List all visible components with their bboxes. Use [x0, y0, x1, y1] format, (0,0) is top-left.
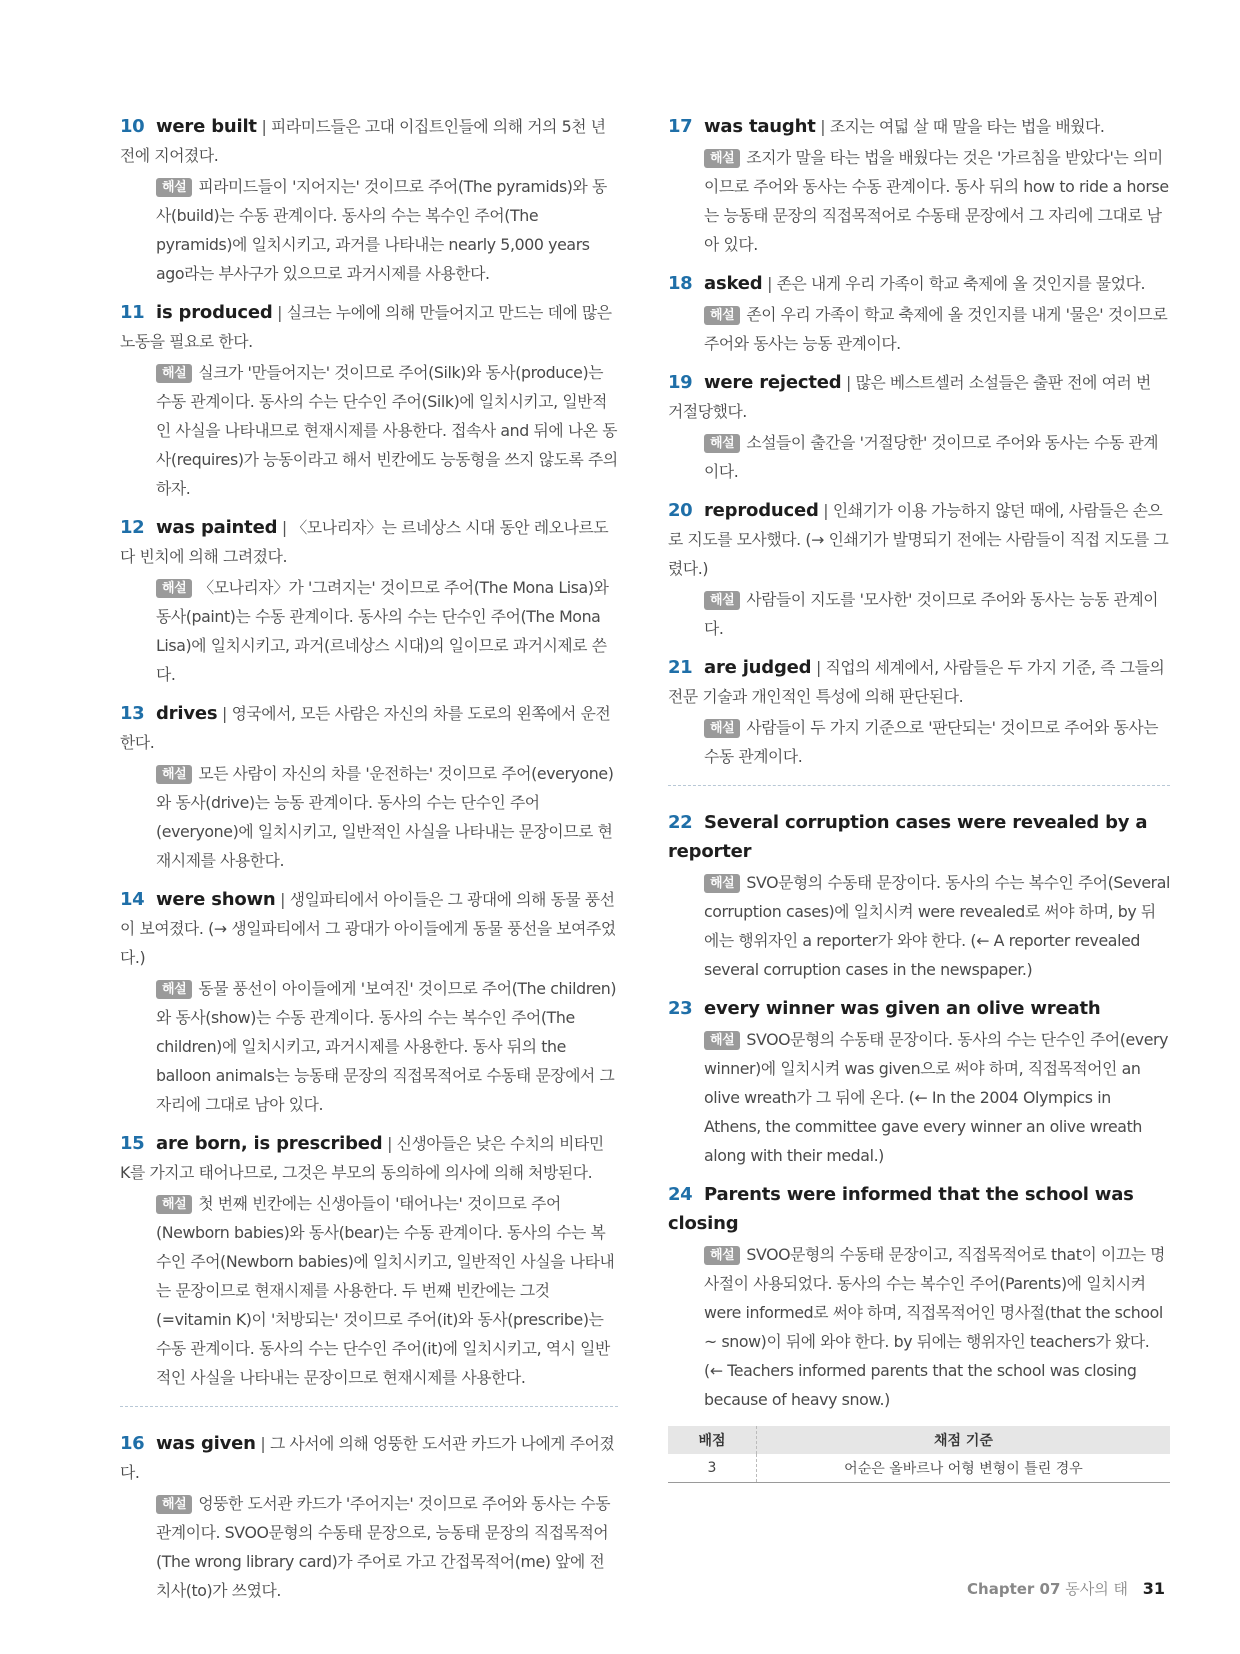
score-header: 배점	[668, 1426, 757, 1454]
list-item: 20 reproduced | 인쇄기가 이용 가능하지 않던 때에, 사람들은 손으로 지도를 모사했다. (→ 인쇄기가 발명되기 전에는 사람들이 직접 지도를 그렸다.) 해설 사람들이 지도를 '모사한' 것이므로 주어와 동사는 능동 관계이다.	[668, 496, 1170, 643]
explanation-badge: 해설	[704, 719, 740, 738]
question-number: 13	[120, 703, 145, 724]
explanation-text: 실크가 '만들어지는' 것이므로 주어(Silk)와 동사(produce)는 수동 관계이다. 동사의 수는 단수인 주어(Silk)에 일치시키고, 일반적인 사실을 나타내므로 현재시제를 사용한다. 접속사 and 뒤에 나온 동사(requires)가 능동이라고 해서 빈칸에도 능동형을 쓰지 않도록 주의하자.	[156, 363, 618, 498]
explanation-text: 모든 사람이 자신의 차를 '운전하는' 것이므로 주어(everyone)와 동사(drive)는 능동 관계이다. 동사의 수는 단수인 주어(everyone)에 일치시키고, 일반적인 사실을 나타내는 문장이므로 현재시제를 사용한다.	[156, 764, 614, 870]
criteria-header: 채점 기준	[757, 1426, 1171, 1454]
question-number: 15	[120, 1133, 145, 1154]
list-item: 14 were shown | 생일파티에서 아이들은 그 광대에 의해 동물 풍선이 보여졌다. (→ 생일파티에서 그 광대가 아이들에게 동물 풍선을 보여주었다.) 해설 동물 풍선이 아이들에게 '보여진' 것이므로 주어(The children)와 동사(show)는 수동 관계이다. 동사의 수는 복수인 주어(The children)에 일치시키고, 과거시제를 사용한다. 동사 뒤의 the balloon animals는 능동태 문장의 직접목적어로 수동태 문장에서 그 자리에 그대로 남아 있다.	[120, 885, 618, 1119]
answer: were built	[156, 116, 257, 137]
explanation-badge: 해설	[156, 765, 192, 784]
chapter-label: Chapter 07	[967, 1580, 1061, 1598]
answer: was given	[156, 1433, 256, 1454]
list-item: 10 were built | 피라미드들은 고대 이집트인들에 의해 거의 5천 년 전에 지어졌다. 해설 피라미드들이 '지어지는' 것이므로 주어(The pyramids)와 동사(build)는 수동 관계이다. 동사의 수는 복수인 주어(The pyramids)에 일치시키고, 과거를 나타내는 nearly 5,000 years ago라는 부사구가 있으므로 과거시제를 사용한다.	[120, 112, 618, 288]
list-item: 13 drives | 영국에서, 모든 사람은 자신의 차를 도로의 왼쪽에서 운전한다. 해설 모든 사람이 자신의 차를 '운전하는' 것이므로 주어(everyone)와 동사(drive)는 능동 관계이다. 동사의 수는 단수인 주어(everyone)에 일치시키고, 일반적인 사실을 나타내는 문장이므로 현재시제를 사용한다.	[120, 699, 618, 875]
list-item: 18 asked | 존은 내게 우리 가족이 학교 축제에 올 것인지를 물었다. 해설 존이 우리 가족이 학교 축제에 올 것인지를 내게 '물은' 것이므로 주어와 동사는 능동 관계이다.	[668, 269, 1170, 358]
left-column	[120, 112, 618, 1615]
answer: Parents were informed that the school was closing	[668, 1184, 1134, 1234]
explanation-badge: 해설	[704, 1246, 740, 1265]
question-number: 17	[668, 116, 693, 137]
page-footer	[967, 1578, 1165, 1599]
translation: 생일파티에서 아이들은 그 광대에 의해 동물 풍선이 보여졌다. (→ 생일파티에서 그 광대가 아이들에게 동물 풍선을 보여주었다.)	[120, 890, 616, 967]
explanation-badge: 해설	[156, 1495, 192, 1514]
question-number: 10	[120, 116, 145, 137]
list-item: 15 are born, is prescribed | 신생아들은 낮은 수치의 비타민 K를 가지고 태어나므로, 그것은 부모의 동의하에 의사에 의해 처방된다. 해설 첫 번째 빈칸에는 신생아들이 '태어나는' 것이므로 주어(Newborn babies)와 동사(bear)는 수동 관계이다. 동사의 수는 복수인 주어(Newborn babies)에 일치시키고, 일반적인 사실을 나타내는 문장이므로 현재시제를 사용한다. 두 번째 빈칸에는 그것(=vitamin K)이 '처방되는' 것이므로 주어(it)와 동사(prescribe)는 수동 관계이다. 동사의 수는 단수인 주어(it)에 일치시키고, 역시 일반적인 사실을 나타내는 문장이므로 현재시제를 사용한다.	[120, 1129, 618, 1392]
translation: 영국에서, 모든 사람은 자신의 차를 도로의 왼쪽에서 운전한다.	[120, 704, 611, 752]
explanation-text: 사람들이 지도를 '모사한' 것이므로 주어와 동사는 능동 관계이다.	[704, 590, 1159, 638]
explanation-text: 첫 번째 빈칸에는 신생아들이 '태어나는' 것이므로 주어(Newborn babies)와 동사(bear)는 수동 관계이다. 동사의 수는 복수인 주어(Newborn babies)에 일치시키고, 일반적인 사실을 나타내는 문장이므로 현재시제를 사용한다. 두 번째 빈칸에는 그것(=vitamin K)이 '처방되는' 것이므로 주어(it)와 동사(prescribe)는 수동 관계이다. 동사의 수는 단수인 주어(it)에 일치시키고, 역시 일반적인 사실을 나타내는 문장이므로 현재시제를 사용한다.	[156, 1194, 615, 1387]
explanation-badge: 해설	[704, 874, 740, 893]
explanation-badge: 해설	[156, 364, 192, 383]
answer: are judged	[704, 657, 812, 678]
answer: reproduced	[704, 500, 819, 521]
explanation-text: 사람들이 두 가지 기준으로 '판단되는' 것이므로 주어와 동사는 수동 관계이다.	[704, 718, 1159, 766]
explanation-badge: 해설	[156, 980, 192, 999]
scoring-table	[668, 1426, 1170, 1483]
question-number: 14	[120, 889, 145, 910]
answer: was taught	[704, 116, 816, 137]
list-item: 19 were rejected | 많은 베스트셀러 소설들은 출판 전에 여러 번 거절당했다. 해설 소설들이 출간을 '거절당한' 것이므로 주어와 동사는 수동 관계이다.	[668, 368, 1170, 486]
explanation-text: 소설들이 출간을 '거절당한' 것이므로 주어와 동사는 수동 관계이다.	[704, 433, 1159, 481]
list-item: 17 was taught | 조지는 여덟 살 때 말을 타는 법을 배웠다. 해설 조지가 말을 타는 법을 배웠다는 것은 '가르침을 받았다'는 의미이므로 주어와 동사는 수동 관계이다. 동사 뒤의 how to ride a horse는 능동태 문장의 직접목적어로 수동태 문장에서 그 자리에 그대로 남아 있다.	[668, 112, 1170, 259]
translation: 신생아들은 낮은 수치의 비타민 K를 가지고 태어나므로, 그것은 부모의 동의하에 의사에 의해 처방된다.	[120, 1134, 604, 1182]
question-number: 23	[668, 998, 693, 1019]
explanation-text: SVO문형의 수동태 문장이다. 동사의 수는 복수인 주어(Several corruption cases)에 일치시켜 were revealed로 써야 하며, by 뒤에는 행위자인 a reporter가 와야 한다. (← A reporter revealed several corruption cases in the newspaper.)	[704, 873, 1171, 979]
question-number: 16	[120, 1433, 145, 1454]
explanation-text: 엉뚱한 도서관 카드가 '주어지는' 것이므로 주어와 동사는 수동 관계이다. SVOO문형의 수동태 문장으로, 능동태 문장의 직접목적어(The wrong library card)가 주어로 가고 간접목적어(me) 앞에 전치사(to)가 쓰였다.	[156, 1494, 611, 1600]
list-item: 12 was painted | 〈모나리자〉는 르네상스 시대 동안 레오나르도 다 빈치에 의해 그려졌다. 해설 〈모나리자〉가 '그려지는' 것이므로 주어(The Mona Lisa)와 동사(paint)는 수동 관계이다. 동사의 수는 단수인 주어(The Mona Lisa)에 일치시키고, 과거(르네상스 시대)의 일이므로 과거시제로 쓴다.	[120, 513, 618, 689]
question-number: 12	[120, 517, 145, 538]
chapter-title: 동사의 태	[1065, 1580, 1128, 1598]
list-item	[668, 808, 1170, 984]
answer: drives	[156, 703, 218, 724]
question-number: 22	[668, 812, 693, 833]
section-divider	[668, 785, 1170, 786]
explanation-text: 동물 풍선이 아이들에게 '보여진' 것이므로 주어(The children)와 동사(show)는 수동 관계이다. 동사의 수는 복수인 주어(The children)에 일치시키고, 과거시제를 사용한다. 동사 뒤의 the balloon animals는 능동태 문장의 직접목적어로 수동태 문장에서 그 자리에 그대로 남아 있다.	[156, 979, 617, 1114]
explanation-badge: 해설	[704, 306, 740, 325]
answer: every winner was given an olive wreath	[704, 998, 1101, 1019]
criteria-value: 어순은 올바르나 어형 변형이 틀린 경우	[757, 1454, 1171, 1483]
translation: 그 사서에 의해 엉뚱한 도서관 카드가 나에게 주어졌다.	[120, 1434, 615, 1482]
explanation-text: 조지가 말을 타는 법을 배웠다는 것은 '가르침을 받았다'는 의미이므로 주어와 동사는 수동 관계이다. 동사 뒤의 how to ride a horse는 능동태 문장의 직접목적어로 수동태 문장에서 그 자리에 그대로 남아 있다.	[704, 148, 1169, 254]
explanation-text: SVOO문형의 수동태 문장이고, 직접목적어로 that이 이끄는 명사절이 사용되었다. 동사의 수는 복수인 주어(Parents)에 일치시켜 were informed로 써야 하며, 직접목적어인 명사절(that the school ~ snow)이 뒤에 와야 한다. by 뒤에는 행위자인 teachers가 왔다. (← Teachers informed parents that the school was closing because of heavy snow.)	[704, 1245, 1166, 1409]
translation: 피라미드들은 고대 이집트인들에 의해 거의 5천 년 전에 지어졌다.	[120, 117, 606, 165]
explanation-text: SVOO문형의 수동태 문장이다. 동사의 수는 단수인 주어(every winner)에 일치시켜 was given으로 써야 하며, 직접목적어인 an olive wreath가 그 뒤에 온다. (← In the 2004 Olympics in Athens, the committee gave every winner an olive wreath along with their medal.)	[704, 1030, 1169, 1165]
list-item	[668, 1180, 1170, 1414]
answer: were shown	[156, 889, 276, 910]
translation: 〈모나리자〉는 르네상스 시대 동안 레오나르도 다 빈치에 의해 그려졌다.	[120, 518, 609, 566]
translation: 직업의 세계에서, 사람들은 두 가지 기준, 즉 그들의 전문 기술과 개인적인 특성에 의해 판단된다.	[668, 658, 1165, 706]
translation: 조지는 여덟 살 때 말을 타는 법을 배웠다.	[829, 117, 1105, 136]
translation: 실크는 누에에 의해 만들어지고 만드는 데에 많은 노동을 필요로 한다.	[120, 303, 612, 351]
question-number: 11	[120, 302, 145, 323]
explanation-badge: 해설	[704, 591, 740, 610]
translation: 인쇄기가 이용 가능하지 않던 때에, 사람들은 손으로 지도를 모사했다. (→ 인쇄기가 발명되기 전에는 사람들이 직접 지도를 그렸다.)	[668, 501, 1169, 578]
list-item	[668, 994, 1170, 1170]
list-item: 16 was given | 그 사서에 의해 엉뚱한 도서관 카드가 나에게 주어졌다. 해설 엉뚱한 도서관 카드가 '주어지는' 것이므로 주어와 동사는 수동 관계이다. SVOO문형의 수동태 문장으로, 능동태 문장의 직접목적어(The wrong library card)가 주어로 가고 간접목적어(me) 앞에 전치사(to)가 쓰였다.	[120, 1429, 618, 1605]
explanation-text: 존이 우리 가족이 학교 축제에 올 것인지를 내게 '물은' 것이므로 주어와 동사는 능동 관계이다.	[704, 305, 1168, 353]
translation: 많은 베스트셀러 소설들은 출판 전에 여러 번 거절당했다.	[668, 373, 1151, 421]
score-value: 3	[668, 1454, 757, 1483]
answer: are born, is prescribed	[156, 1133, 383, 1154]
page-number: 31	[1142, 1579, 1165, 1598]
answer: asked	[704, 273, 763, 294]
explanation-badge: 해설	[704, 1031, 740, 1050]
question-number: 24	[668, 1184, 693, 1205]
answer: is produced	[156, 302, 273, 323]
explanation-text: 피라미드들이 '지어지는' 것이므로 주어(The pyramids)와 동사(build)는 수동 관계이다. 동사의 수는 복수인 주어(The pyramids)에 일치시키고, 과거를 나타내는 nearly 5,000 years ago라는 부사구가 있으므로 과거시제를 사용한다.	[156, 177, 607, 283]
translation: 존은 내게 우리 가족이 학교 축제에 올 것인지를 물었다.	[776, 274, 1146, 293]
list-item: 11 is produced | 실크는 누에에 의해 만들어지고 만드는 데에 많은 노동을 필요로 한다. 해설 실크가 '만들어지는' 것이므로 주어(Silk)와 동사(produce)는 수동 관계이다. 동사의 수는 단수인 주어(Silk)에 일치시키고, 일반적인 사실을 나타내므로 현재시제를 사용한다. 접속사 and 뒤에 나온 동사(requires)가 능동이라고 해서 빈칸에도 능동형을 쓰지 않도록 주의하자.	[120, 298, 618, 503]
section-divider	[120, 1406, 618, 1407]
explanation-badge: 해설	[156, 1195, 192, 1214]
explanation-text: 〈모나리자〉가 '그려지는' 것이므로 주어(The Mona Lisa)와 동사(paint)는 수동 관계이다. 동사의 수는 단수인 주어(The Mona Lisa)에 일치시키고, 과거(르네상스 시대)의 일이므로 과거시제로 쓴다.	[156, 578, 609, 684]
question-number: 19	[668, 372, 693, 393]
question-number: 21	[668, 657, 693, 678]
question-number: 18	[668, 273, 693, 294]
explanation-badge: 해설	[704, 434, 740, 453]
answer: was painted	[156, 517, 278, 538]
answer: Several corruption cases were revealed by a reporter	[668, 812, 1148, 862]
explanation-badge: 해설	[704, 149, 740, 168]
right-column	[668, 112, 1170, 1483]
list-item: 21 are judged | 직업의 세계에서, 사람들은 두 가지 기준, 즉 그들의 전문 기술과 개인적인 특성에 의해 판단된다. 해설 사람들이 두 가지 기준으로 '판단되는' 것이므로 주어와 동사는 수동 관계이다.	[668, 653, 1170, 771]
explanation-badge: 해설	[156, 579, 192, 598]
answer: were rejected	[704, 372, 842, 393]
question-number: 20	[668, 500, 693, 521]
explanation-badge: 해설	[156, 178, 192, 197]
